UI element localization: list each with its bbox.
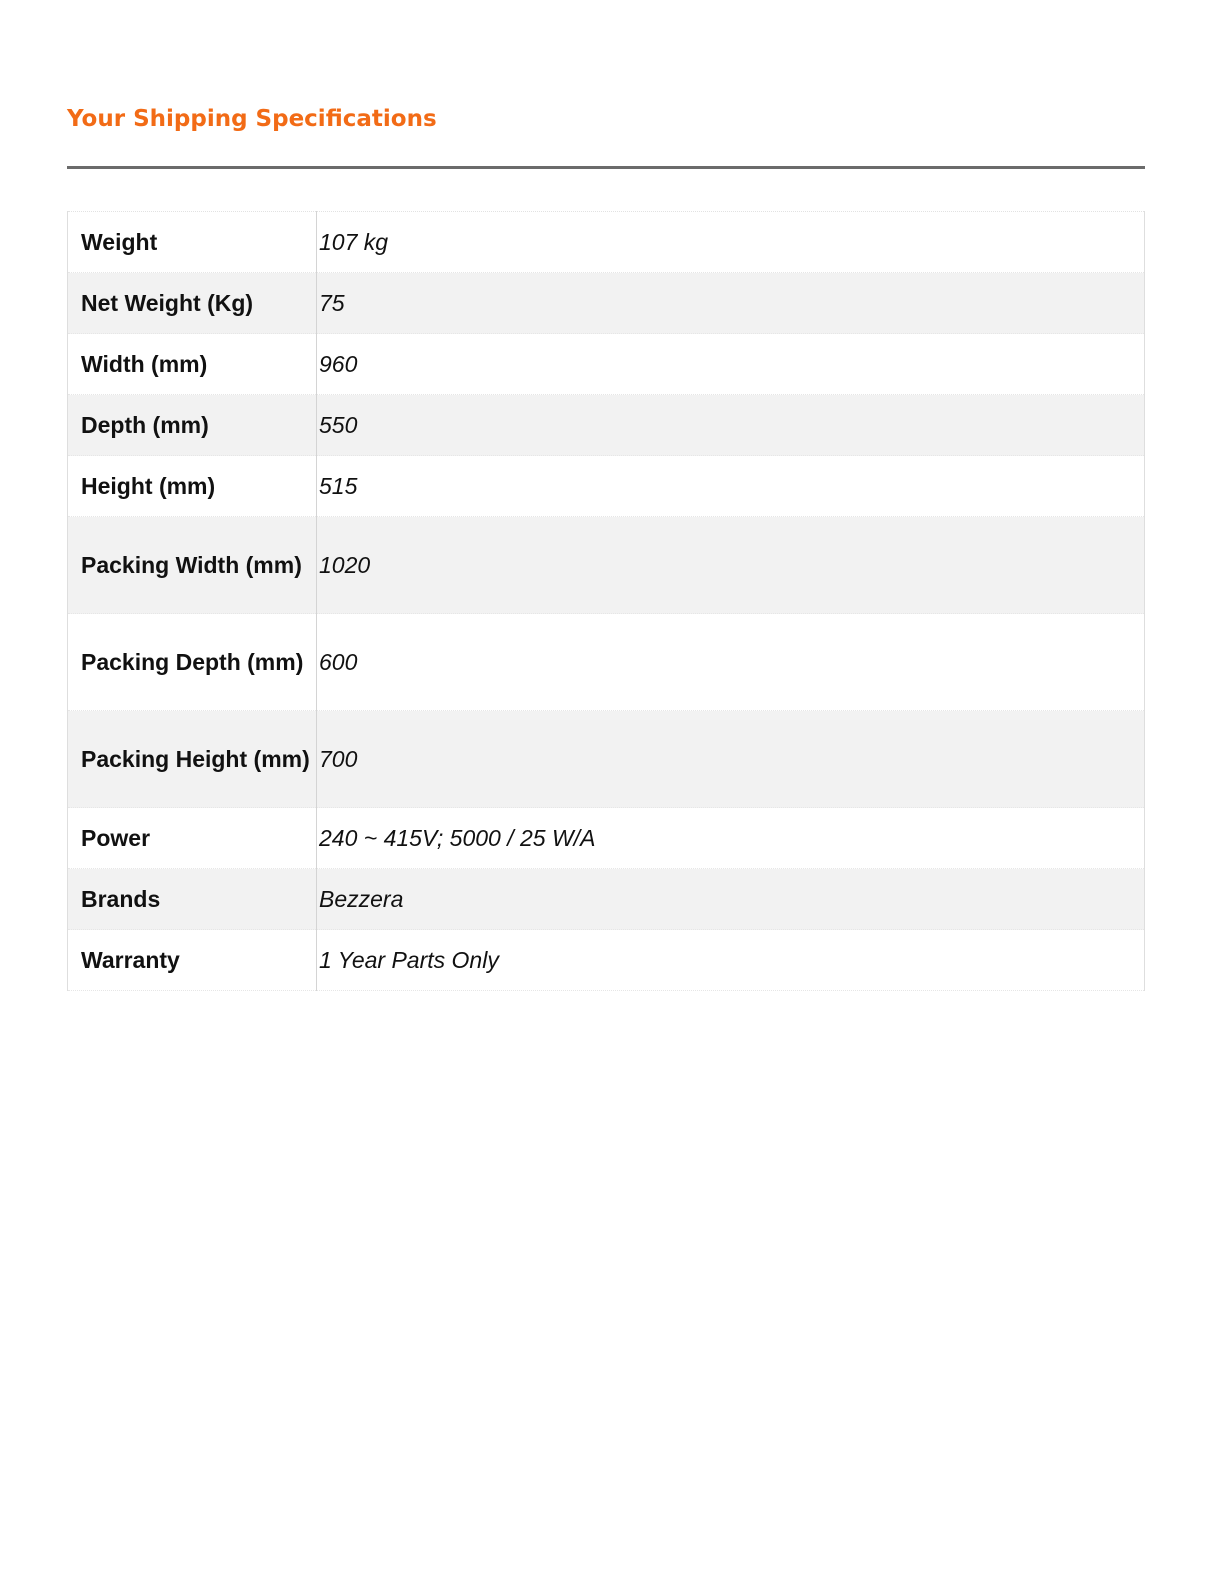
spec-row-width	[68, 334, 1145, 395]
spec-value: 107 kg	[319, 228, 389, 255]
spec-value: 960	[319, 350, 358, 377]
title-divider	[67, 166, 1145, 169]
spec-value: 550	[319, 411, 358, 438]
page-title: Your Shipping Specifications	[67, 106, 437, 132]
spec-label: Weight	[68, 212, 317, 273]
spec-row-packing-width	[68, 517, 1145, 614]
spec-value: 600	[319, 648, 358, 675]
spec-row-height	[68, 456, 1145, 517]
spec-label: Packing Width (mm)	[68, 517, 317, 614]
spec-label: Packing Depth (mm)	[68, 614, 317, 711]
spec-value: 75	[319, 289, 345, 316]
spec-label: Brands	[68, 869, 317, 930]
spec-value: 1020	[319, 551, 371, 578]
spec-row-brands	[68, 869, 1145, 930]
spec-value: Bezzera	[319, 885, 404, 912]
spec-table	[67, 211, 1145, 991]
spec-row-net-weight	[68, 273, 1145, 334]
spec-label: Power	[68, 808, 317, 869]
spec-row-warranty	[68, 930, 1145, 991]
spec-value: 700	[319, 745, 358, 772]
spec-label: Packing Height (mm)	[68, 711, 317, 808]
spec-row-depth	[68, 395, 1145, 456]
spec-label: Depth (mm)	[68, 395, 317, 456]
spec-label: Width (mm)	[68, 334, 317, 395]
spec-row-weight	[68, 212, 1145, 273]
spec-label: Net Weight (Kg)	[68, 273, 317, 334]
spec-label: Warranty	[68, 930, 317, 991]
spec-row-power	[68, 808, 1145, 869]
spec-row-packing-height	[68, 711, 1145, 808]
spec-label: Height (mm)	[68, 456, 317, 517]
spec-value: 240 ~ 415V; 5000 / 25 W/A	[319, 824, 596, 851]
spec-value: 1 Year Parts Only	[319, 946, 499, 973]
spec-value: 515	[319, 472, 358, 499]
spec-row-packing-depth	[68, 614, 1145, 711]
